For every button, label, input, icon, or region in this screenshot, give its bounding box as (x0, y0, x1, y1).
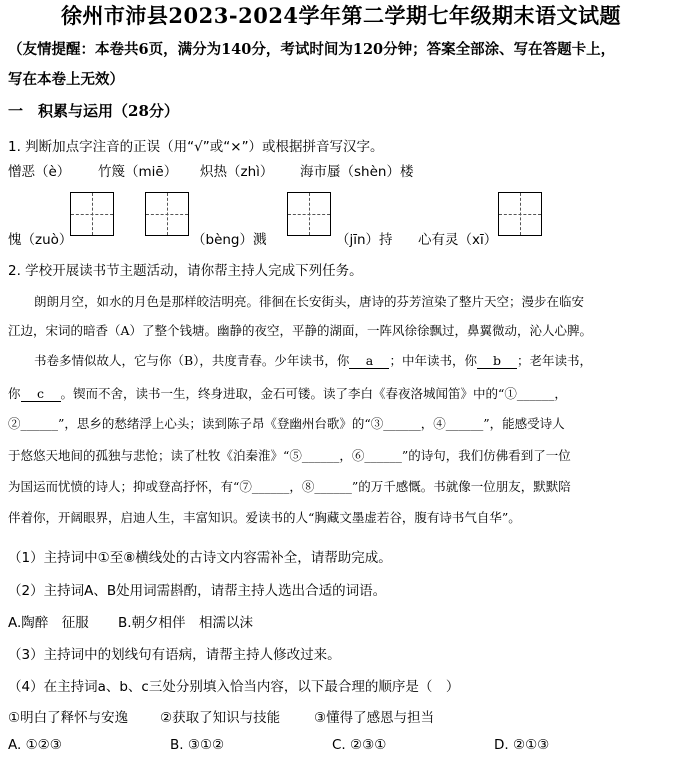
page-title: 徐州市沛县2023-2024学年第二学期七年级期末语文试题 (60, 3, 622, 28)
answer-option-c[interactable]: C. ②③① (332, 737, 387, 753)
section-heading: 一 积累与运用（28分） (8, 102, 179, 120)
passage-line: 朗朗月空，如水的月色是那样皎洁明亮。徘徊在长安街头，唐诗的芬芳渲染了整片天空；漫步在临安 (34, 294, 585, 309)
q2-stem: 2. 学校开展读书节主题活动，请你帮主持人完成下列任务。 (8, 263, 363, 279)
q1-item: 愧（zuò） (8, 232, 73, 248)
writing-grid-box[interactable] (287, 192, 331, 236)
writing-grid-box[interactable] (70, 192, 114, 236)
blank-c: c (21, 386, 61, 402)
notice-line-2: 写在本卷上无效） (8, 71, 124, 88)
sub-question-2: （2）主持词A、B处用词需斟酌，请帮主持人选出合适的词语。 (8, 583, 387, 599)
q1-item: 心有灵（xī） (418, 232, 498, 248)
q1-item: 炽热（zhì） (200, 164, 274, 180)
q1-item: 憎恶（è） (8, 164, 71, 180)
passage-line: ②______”，思乡的愁绪浮上心头；读到陈子昂《登幽州台歌》的“③______，④______”，能感受诗人 (8, 416, 565, 431)
q1-item: 海市蜃（shèn）楼 (300, 164, 414, 180)
sub-question-3: （3）主持词中的划线句有语病，请帮主持人修改过来。 (8, 647, 341, 663)
sub-question-1: （1）主持词中①至⑧横线处的古诗文内容需补全，请帮助完成。 (8, 550, 392, 566)
sub4-item: ②获取了知识与技能 (160, 710, 281, 726)
notice-line-1: （友情提醒：本卷共6页，满分为140分，考试时间为120分钟；答案全部涂、写在答题卡上， (8, 41, 616, 58)
writing-grid-box[interactable] (145, 192, 189, 236)
passage-line: 你 c 。锲而不舍，读书一生，终身进取，金石可镂。读了李白《春夜洛城闻笛》中的“①______， (8, 386, 567, 401)
q1-item: （bèng）溅 (192, 232, 267, 248)
answer-option-d[interactable]: D. ②①③ (494, 737, 550, 753)
option: B.朝夕相伴 相濡以沫 (118, 615, 254, 631)
answer-option-a[interactable]: A. ①②③ (8, 737, 62, 753)
writing-grid-box[interactable] (498, 192, 542, 236)
q1-item: （jīn）持 (336, 232, 393, 248)
answer-option-b[interactable]: B. ③①② (170, 737, 225, 753)
sub-question-4: （4）在主持词a、b、c三处分别填入恰当内容，以下最合理的顺序是（ ） (8, 679, 460, 695)
passage-line: 江边，宋词的暗香（A）了整个钱塘。幽静的夜空，平静的湖面，一阵风徐徐飘过，鼻翼微动，沁人心脾。 (8, 323, 593, 338)
blank-b: b (477, 353, 517, 369)
sub4-item: ③懂得了感恩与担当 (314, 710, 435, 726)
passage-line: 书卷多情似故人，它与你（B），共度青春。少年读书，你 a ；中年读书，你 b ；老年读书， (34, 353, 592, 368)
q1-item: 竹篾（miē） (98, 164, 178, 180)
blank-a: a (349, 353, 389, 369)
sub4-item: ①明白了释怀与安逸 (8, 710, 129, 726)
q1-stem: 1. 判断加点字注音的正误（用“√”或“×”）或根据拼音写汉字。 (8, 139, 384, 155)
passage-line: 于悠悠天地间的孤独与悲怆；读了杜牧《泊秦淮》“⑤______，⑥______”的诗句，我们仿佛看到了一位 (8, 448, 571, 463)
passage-line: 为国运而忧愤的诗人；抑或登高抒怀，有“⑦______，⑧______”的万千感慨。书就像一位朋友，默默陪 (8, 479, 571, 494)
option: A.陶醉 征服 (8, 615, 89, 631)
passage-line: 伴着你，开阔眼界，启迪人生，丰富知识。爱读书的人“胸藏文墨虚若谷，腹有诗书气自华”。 (8, 510, 521, 525)
